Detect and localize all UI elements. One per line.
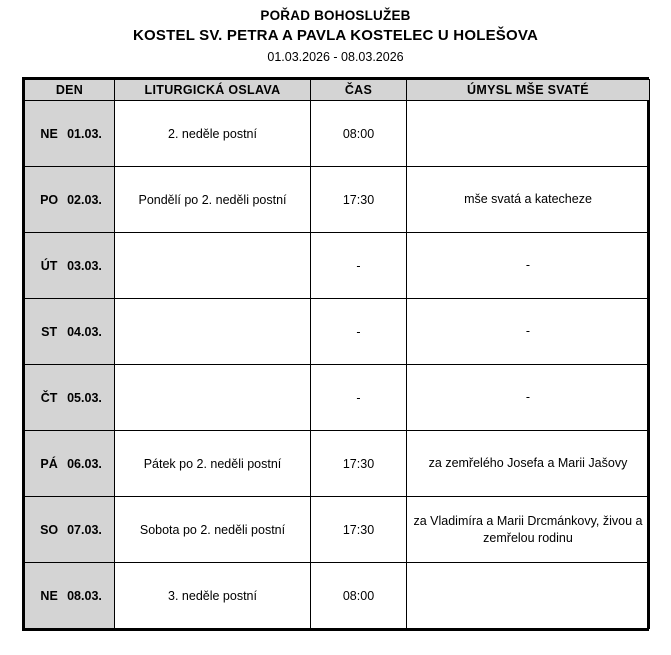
cell-time: 17:30: [311, 497, 407, 563]
cell-day: [25, 563, 115, 629]
cell-liturgy: [115, 233, 311, 299]
column-header-liturgy: LITURGICKÁ OSLAVA: [115, 80, 311, 101]
day-date: 06.03.: [67, 456, 102, 471]
day-of-week: ÚT: [40, 258, 58, 273]
cell-day: [25, 497, 115, 563]
date-range: 01.03.2026 - 08.03.2026: [267, 50, 404, 64]
cell-time: -: [311, 233, 407, 299]
cell-day: [25, 233, 115, 299]
day-of-week: SO: [40, 522, 59, 537]
table-header-row: [25, 80, 650, 101]
day-of-week: NE: [40, 126, 58, 141]
document-header: [0, 0, 671, 66]
cell-time: 08:00: [311, 563, 407, 629]
cell-intention: [407, 101, 650, 167]
cell-liturgy: 2. neděle postní: [115, 101, 311, 167]
day-date: 01.03.: [67, 126, 102, 141]
cell-day: [25, 365, 115, 431]
table-body: [25, 101, 650, 629]
day-date: 02.03.: [67, 192, 102, 207]
cell-day: [25, 299, 115, 365]
cell-time: 17:30: [311, 167, 407, 233]
day-of-week: PO: [40, 192, 59, 207]
table-row: [25, 167, 650, 233]
cell-intention: -: [407, 365, 650, 431]
document-title-secondary: KOSTEL SV. PETRA A PAVLA KOSTELEC U HOLEŠOVA: [133, 27, 538, 44]
day-date: 08.03.: [67, 588, 102, 603]
cell-intention: -: [407, 233, 650, 299]
table-row: [25, 101, 650, 167]
cell-time: 17:30: [311, 431, 407, 497]
day-of-week: ST: [41, 324, 58, 339]
table-row: [25, 497, 650, 563]
cell-liturgy: Pondělí po 2. neděli postní: [115, 167, 311, 233]
day-date: 05.03.: [67, 390, 102, 405]
cell-day: [25, 167, 115, 233]
day-date: 04.03.: [67, 324, 102, 339]
cell-liturgy: [115, 365, 311, 431]
cell-intention: -: [407, 299, 650, 365]
cell-day: [25, 431, 115, 497]
table-row: [25, 431, 650, 497]
schedule-table-container: [22, 77, 649, 631]
cell-intention: za Vladimíra a Marii Drcmánkovy, živou a zemřelou rodinu: [407, 497, 650, 563]
cell-intention: za zemřelého Josefa a Marii Jašovy: [407, 431, 650, 497]
day-of-week: ČT: [40, 390, 58, 405]
cell-liturgy: Sobota po 2. neděli postní: [115, 497, 311, 563]
column-header-day: DEN: [25, 80, 115, 101]
cell-time: -: [311, 299, 407, 365]
day-of-week: NE: [40, 588, 58, 603]
cell-intention: mše svatá a katecheze: [407, 167, 650, 233]
cell-day: [25, 101, 115, 167]
cell-time: 08:00: [311, 101, 407, 167]
cell-liturgy: Pátek po 2. neděli postní: [115, 431, 311, 497]
day-date: 03.03.: [67, 258, 102, 273]
cell-liturgy: [115, 299, 311, 365]
column-header-time: ČAS: [311, 80, 407, 101]
table-row: [25, 299, 650, 365]
cell-liturgy: 3. neděle postní: [115, 563, 311, 629]
table-row: [25, 563, 650, 629]
cell-time: -: [311, 365, 407, 431]
table-row: [25, 365, 650, 431]
day-date: 07.03.: [67, 522, 102, 537]
schedule-table: [24, 79, 650, 629]
day-of-week: PÁ: [40, 456, 58, 471]
document-title-primary: POŘAD BOHOSLUŽEB: [260, 8, 411, 23]
cell-intention: [407, 563, 650, 629]
table-row: [25, 233, 650, 299]
column-header-intention: ÚMYSL MŠE SVATÉ: [407, 80, 650, 101]
